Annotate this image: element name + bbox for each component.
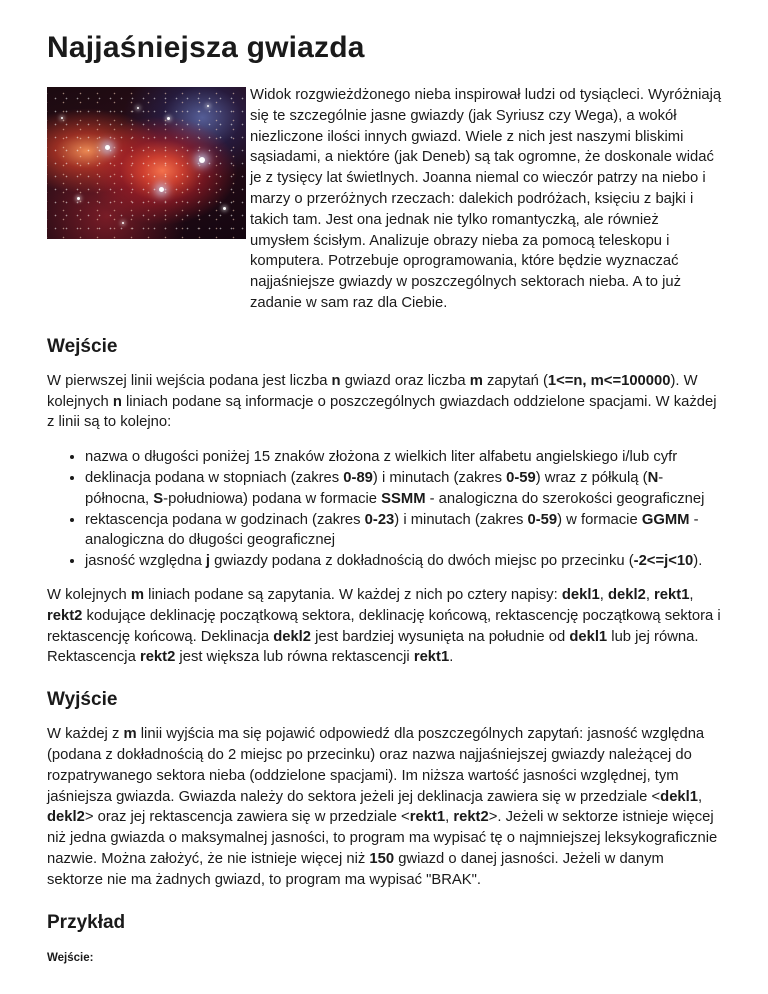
intro-paragraph: Widok rozgwieżdżonego nieba inspirował ludzi od tysiącleci. Wyróżniają się te szczególnie jasne gwiazdy (jak Syriusz czy Wega), a wokół niezliczone ilości innych gwiazd. Wiele z nich jest naszymi bliskimi sąsiadami, a niektóre (jak Deneb) są tak ogromne, że doskonale widać je z tysięcy lat świetlnych. Joanna niemal co wieczór patrzy na niebo i marzy o przeróżnych rzeczach: dalekich podróżach, księciu z bajki i takich tam. Jest ona jednak nie tylko romantyczką, ale również umysłem ścisłym. Analizuje obrazy nieba za pomocą teleskopu i komputera. Potrzebuje oprogramowania, które będzie wyznaczać najjaśniejsze gwiazdy w poszczególnych sektorach nieba. A to już zadanie w sam raz dla Ciebie.: [250, 87, 722, 311]
list-item: • nazwa o długości poniżej 15 znaków złożona z wielkich liter alfabetu angielskiego i/lub cyfr: [85, 447, 722, 468]
star-fields-list: [47, 447, 722, 572]
input-paragraph: W pierwszej linii wejścia podana jest liczba n gwiazd oraz liczba m zapytań (1<=n, m<=100000). W kolejnych n liniach podane są informacje o poszczególnych gwiazdach oddzielone spacjami. W każdej z linii są to kolejno:: [47, 372, 717, 431]
list-item: • rektascencja podana w godzinach (zakres 0-23) i minutach (zakres 0-59) w formacie GGMM - analogiczna do długości geograficznej: [85, 510, 722, 552]
star: [223, 207, 226, 210]
star: [167, 117, 170, 120]
star-dust: [47, 87, 246, 239]
list-item: • deklinacja podana w stopniach (zakres 0-89) i minutach (zakres 0-59) wraz z półkulą (N-północna, S-południowa) podana w formacie SSMM - analogiczna do szerokości geograficznej: [85, 468, 722, 510]
bright-star: [159, 187, 164, 192]
example-input-label: Wejście:: [47, 951, 94, 964]
intro-text-wrap: [250, 85, 722, 314]
input-heading: Wejście: [47, 335, 118, 357]
output-paragraph: W każdej z m linii wyjścia ma się pojawić odpowiedź dla poszczególnych zapytań: jasność względna (podana z dokładnością do 2 miejsc po przecinku) oraz nazwa najjaśniejszej gwiazdy należącej do rozpatrywanego sektora nieba (oddzielone spacjami). Im niższa wartość jasności względnej, tym jaśniejsza gwiazda. Gwiazda należy do sektora jeżeli jej deklinacja zawiera się w przedziale <dekl1, dekl2> oraz jej rektascencja zawiera się w przedziale <rekt1, rekt2>. Jeżeli w sektorze istnieje więcej niż jedna gwiazda o maksymalnej jasności, to program ma wypisać tę o najmniejszej leksykograficznie nazwie. Można założyć, że nie istnieje więcej niż 150 gwiazd o danej jasności. Jeżeli w danym sektorze nie ma żadnych gwiazd, to program ma wypisać "BRAK".: [47, 726, 718, 888]
star: [61, 117, 63, 119]
example-heading: Przykład: [47, 911, 126, 933]
output-heading: Wyjście: [47, 689, 118, 711]
bright-star: [105, 145, 110, 150]
input-description: [47, 371, 722, 433]
star: [137, 107, 139, 109]
page-title: Najjaśniejsza gwiazda: [47, 31, 365, 64]
list-item: • jasność względna j gwiazdy podana z dokładnością do dwóch miejsc po przecinku (-2<=j<10).: [85, 551, 722, 572]
star: [77, 197, 80, 200]
bright-star: [199, 157, 205, 163]
star: [122, 222, 124, 224]
intro-section: [47, 85, 722, 314]
output-description: [47, 724, 722, 890]
star: [207, 105, 209, 107]
queries-paragraph: W kolejnych m liniach podane są zapytania. W każdej z nich po cztery napisy: dekl1, dekl2, rekt1, rekt2 kodujące deklinację początkową sektora, deklinację końcową, rektascencję początkową sektora i rektascencję końcową. Deklinacja dekl2 jest bardziej wysunięta na południe od dekl1 lub jej równa. Rektascencja rekt2 jest większa lub równa rektascencji rekt1.: [47, 586, 721, 666]
starfield-photo: [47, 87, 246, 239]
